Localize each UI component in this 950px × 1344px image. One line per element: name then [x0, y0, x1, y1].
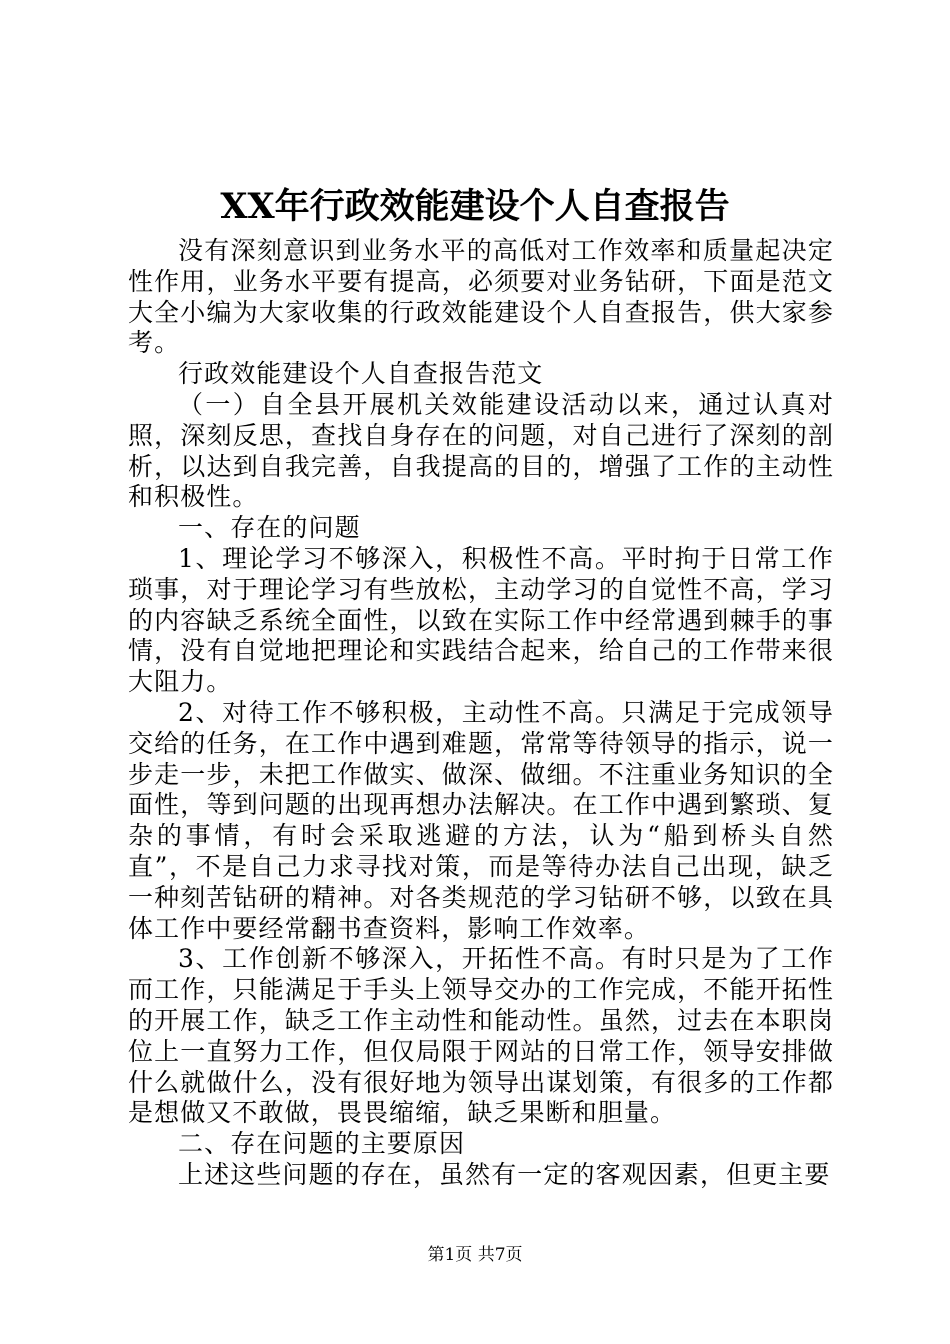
section-subtitle: 行政效能建设个人自查报告范文: [178, 359, 544, 389]
paragraph-problem-3: 3、工作创新不够深入，开拓性不高。有时只是为了工作而工作，只能满足于手头上领导交办的工作完成，不能开拓性的开展工作，缺乏工作主动性和能动性。虽然，过去在本职岗位上一直努力工作，但仅局限于网站的日常工作，领导安排做什么就做什么，没有很好地为领导出谋划策，有很多的工作都是想做又不敢做，畏畏缩缩，缺乏果断和胆量。: [128, 944, 834, 1128]
heading-main-causes: 二、存在问题的主要原因: [178, 1129, 466, 1159]
paragraph-problem-1: 1、理论学习不够深入，积极性不高。平时拘于日常工作琐事，对于理论学习有些放松，主动学习的自觉性不高，学习的内容缺乏系统全面性，以致在实际工作中经常遇到棘手的事情，没有自觉地把理论和实践结合起来，给自己的工作带来很大阻力。: [128, 543, 834, 697]
document-body: [128, 236, 834, 1191]
intro-paragraph: 没有深刻意识到业务水平的高低对工作效率和质量起决定性作用，业务水平要有提高，必须要对业务钻研，下面是范文大全小编为大家收集的行政效能建设个人自查报告，供大家参考。: [128, 236, 834, 358]
document-title: XX年行政效能建设个人自查报告: [220, 186, 730, 227]
heading-existing-problems: 一、存在的问题: [178, 513, 361, 543]
paragraph-causes: 上述这些问题的存在，虽然有一定的客观因素，但更主要: [178, 1159, 831, 1189]
paragraph-problem-2: 2、对待工作不够积极，主动性不高。只满足于完成领导交给的任务，在工作中遇到难题，常常等待领导的指示，说一步走一步，未把工作做实、做深、做细。不注重业务知识的全面性，等到问题的出现再想办法解决。在工作中遇到繁琐、复杂的事情，有时会采取逃避的方法，认为“船到桥头自然直”，不是自己力求寻找对策，而是等待办法自己出现，缺乏一种刻苦钻研的精神。对各类规范的学习钻研不够，以致在具体工作中要经常翻书查资料，影响工作效率。: [128, 697, 834, 943]
paragraph-part-one: （一）自全县开展机关效能建设活动以来，通过认真对照，深刻反思，查找自身存在的问题，对自己进行了深刻的剖析，以达到自我完善，自我提高的目的，增强了工作的主动性和积极性。: [128, 389, 834, 512]
page-number-footer: 第1页 共7页: [427, 1245, 523, 1265]
